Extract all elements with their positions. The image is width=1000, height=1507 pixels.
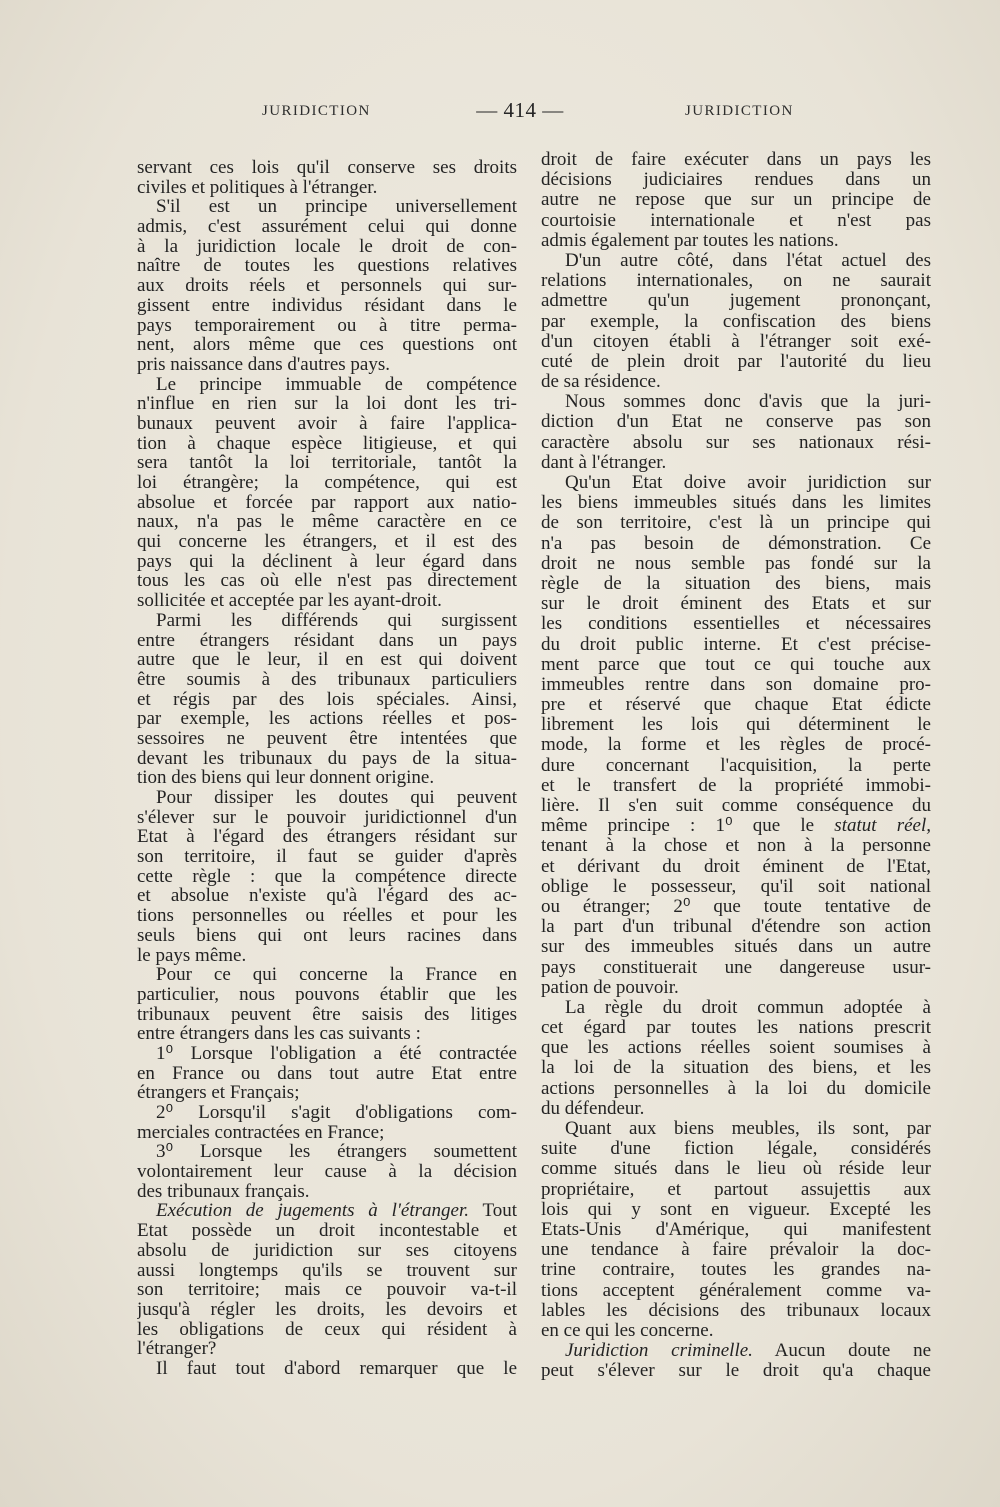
text-line: suite d'une fiction légale, considérés: [541, 1139, 931, 1160]
text-line: tous les cas où elle n'est pas directement: [137, 571, 517, 592]
paragraph: [541, 1119, 931, 1341]
text-run: même principe : 1⁰ que le: [541, 816, 835, 837]
text-line: lables les décisions des tribunaux locaux: [541, 1300, 931, 1321]
text-line: Etat à l'égard des étrangers résidant sur: [137, 827, 517, 848]
text-line: droit de faire exécuter dans un pays les: [541, 150, 931, 170]
text-line: la loi de la situation des biens, et les: [541, 1058, 931, 1079]
running-head-left: JURIDICTION: [262, 103, 371, 119]
text-line: D'un autre côté, dans l'état actuel des: [565, 250, 931, 271]
text-line: décisions judiciaires rendues dans un: [541, 170, 931, 191]
paragraph: [541, 998, 931, 1119]
text-line: sera tantôt la loi territoriale, tantôt la: [137, 453, 517, 473]
text-line: propriétaire, et partout assujettis aux: [541, 1179, 931, 1200]
text-line: pays constituerait une dangereuse usur-: [541, 957, 931, 978]
text-line: 3⁰ Lorsque les étrangers soumettent: [156, 1142, 517, 1163]
text-line: diction d'un Etat ne conserve pas son: [541, 412, 931, 433]
text-line: d'un citoyen établi à l'étranger soit exé-: [541, 331, 931, 352]
text-line: Quant aux biens meubles, ils sont, par: [565, 1119, 931, 1139]
text-line: 2⁰ Lorsqu'il s'agit d'obligations com-: [156, 1103, 517, 1123]
page-number: — 414 —: [476, 98, 564, 122]
text-line: caractère absolu sur ses nationaux rési-: [541, 432, 931, 453]
text-line: Qu'un Etat doive avoir juridiction sur: [565, 473, 931, 493]
paragraph: [541, 392, 931, 473]
text-line: droit ne nous semble pas fondé sur la: [541, 553, 931, 574]
text-line: Pour dissiper les doutes qui peuvent: [156, 788, 517, 808]
text-line: S'il est un principe universellement: [156, 197, 517, 218]
text-line: par exemple, les actions réelles et pos-: [137, 709, 517, 729]
text-line: par exemple, la confiscation des biens: [541, 311, 931, 332]
text-line: servant ces lois qu'il conserve ses droits: [137, 158, 517, 178]
text-line: le pays même.: [137, 945, 247, 966]
text-run: Aucun doute ne: [752, 1341, 931, 1362]
text-line: aussi longtemps qu'ils se trouvent sur: [137, 1260, 517, 1281]
italic-text: Juridiction criminelle.: [565, 1341, 753, 1362]
text-line: Le principe immuable de compétence: [156, 374, 517, 395]
italic-text: statut réel,: [834, 816, 931, 837]
text-line: cette règle : que la compétence directe: [137, 866, 517, 887]
text-line: peut s'élever sur le droit qu'a chaque: [541, 1361, 931, 1382]
text-line: cet égard par toutes les nations prescrit: [541, 1018, 931, 1039]
text-line: pation de pouvoir.: [541, 977, 679, 998]
text-line: seuls biens qui ont leurs racines dans: [137, 925, 517, 946]
text-line: les obligations de ceux qui résident à: [137, 1319, 517, 1340]
text-line: tribunaux peuvent être saisis des litiges: [137, 1004, 517, 1025]
text-line: La règle du droit commun adoptée à: [565, 997, 931, 1018]
text-line: absolu de juridiction sur ses citoyens: [137, 1240, 517, 1261]
text-line: trine contraire, toutes les grandes na-: [541, 1260, 931, 1281]
text-line: pays temporairement ou à titre perma-: [137, 315, 517, 336]
paragraph: [137, 375, 517, 611]
text-line: volontairement leur cause à la décision: [137, 1162, 517, 1182]
text-line: entre étrangers résidant dans un pays: [137, 630, 517, 651]
text-line: [541, 1341, 931, 1361]
text-line: et dérivant du droit éminent de l'Etat,: [541, 856, 931, 877]
left-text-column: [137, 158, 517, 1379]
text-line: tions personnelles ou réelles et pour les: [137, 906, 517, 926]
text-line: étrangers et Français;: [137, 1083, 300, 1103]
text-line: n'a pas besoin de démonstration. Ce: [541, 533, 931, 554]
text-line: courtoisie internationale et n'est pas: [541, 210, 931, 231]
text-line: tions acceptent généralement comme va-: [541, 1280, 931, 1301]
text-line: dure concernant l'acquisition, la perte: [541, 755, 931, 776]
text-line: devant les tribunaux du pays de la situa-: [137, 748, 517, 769]
text-line: absolue et forcée par rapport aux natio-: [137, 492, 517, 513]
text-line: en ce qui les concerne.: [541, 1320, 714, 1341]
text-line: sur le droit éminent des Etats et sur: [541, 594, 931, 615]
paragraph: [541, 473, 931, 998]
text-line: cuté de plein droit par l'autorité du lieu: [541, 351, 931, 372]
text-line: qui concerne les étrangers, et il est des: [137, 532, 517, 552]
text-line: lois qui y sont en vigueur. Excepté les: [541, 1199, 931, 1220]
text-line: particulier, nous pouvons établir que les: [137, 984, 517, 1005]
text-line: être soumis à des tribunaux particuliers: [137, 669, 517, 690]
text-line: ment parce que tout ce qui touche aux: [541, 654, 931, 675]
paragraph: [137, 1359, 517, 1379]
text-line: Pour ce qui concerne la France en: [156, 965, 517, 985]
text-line: lière. Il s'en suit comme conséquence du: [541, 796, 931, 816]
text-line: librement les lois qui déterminent le: [541, 715, 931, 736]
text-line: gissent entre individus résidant dans le: [137, 295, 517, 316]
text-line: immeubles rentre dans son domaine pro-: [541, 674, 931, 695]
text-line: s'élever sur le pouvoir juridictionnel d'un: [137, 807, 517, 828]
paragraph: [137, 1103, 517, 1142]
text-line: admettre qu'un jugement prononçant,: [541, 291, 931, 312]
text-line: sessoires ne peuvent être intentées que: [137, 728, 517, 749]
text-line: loi étrangère; la compétence, qui est: [137, 473, 517, 493]
text-line: son territoire, il faut se guider d'après: [137, 847, 517, 867]
text-line: et régis par des lois spéciales. Ainsi,: [137, 689, 517, 710]
text-line: Il faut tout d'abord remarquer que le: [156, 1358, 517, 1379]
text-line: du défendeur.: [541, 1098, 645, 1119]
text-line: actions personnelles à la loi du domicile: [541, 1078, 931, 1099]
paragraph: [137, 1142, 517, 1201]
right-text-column: [541, 150, 931, 1381]
text-line: relations internationales, on ne saurait: [541, 271, 931, 292]
text-line: que les actions réelles soient soumises à: [541, 1038, 931, 1059]
text-line: sur des immeubles situés dans un autre: [541, 937, 931, 958]
text-line: tion des biens qui leur donnent origine.: [137, 768, 435, 788]
italic-text: Exécution de jugements à l'étranger.: [156, 1201, 469, 1222]
text-line: la part d'un tribunal d'étendre son action: [541, 917, 931, 938]
text-line: autre que le leur, il en est qui doivent: [137, 650, 517, 670]
text-line: [137, 1201, 517, 1221]
text-line: à la juridiction locale le droit de con-: [137, 236, 517, 257]
text-line: bunaux peuvent avoir à faire l'applica-: [137, 413, 517, 434]
paragraph: [541, 1341, 931, 1381]
paragraph: [137, 158, 517, 197]
paragraph: [137, 197, 517, 374]
text-line: mode, la forme et les règles de procé-: [541, 735, 931, 756]
text-line: naître de toutes les questions relatives: [137, 256, 517, 277]
text-line: ou étranger; 2⁰ que toute tentative de: [541, 896, 931, 917]
text-line: les biens immeubles situés dans les limites: [541, 493, 931, 514]
text-line: comme situés dans le lieu où réside leur: [541, 1159, 931, 1180]
text-line: [541, 816, 931, 836]
text-line: admis, c'est assurément celui qui donne: [137, 217, 517, 237]
text-line: de son territoire, c'est là un principe qui: [541, 513, 931, 534]
text-line: nent, alors même que ces questions ont: [137, 335, 517, 355]
text-line: civiles et politiques à l'étranger.: [137, 177, 378, 198]
text-run: Tout: [469, 1201, 517, 1222]
text-line: son territoire; mais ce pouvoir va-t-il: [137, 1280, 517, 1300]
text-line: sollicitée et acceptée par les ayant-droit.: [137, 591, 442, 611]
text-line: les conditions essentielles et nécessaires: [541, 614, 931, 635]
text-line: naux, n'a pas le même caractère en ce: [137, 512, 517, 533]
text-line: pris naissance dans d'autres pays.: [137, 354, 390, 375]
text-line: oblige le possesseur, qu'il soit national: [541, 876, 931, 897]
paragraph: [541, 251, 931, 392]
paragraph: [541, 150, 931, 251]
text-line: Etat possède un droit incontestable et: [137, 1221, 517, 1241]
text-line: règle de la situation des biens, mais: [541, 573, 931, 594]
paragraph: [137, 611, 517, 788]
text-line: de sa résidence.: [541, 372, 661, 393]
text-line: et le transfert de la propriété immobi-: [541, 775, 931, 796]
paragraph: [137, 1201, 517, 1359]
text-line: autre ne repose que sur un principe de: [541, 190, 931, 211]
running-head-right: JURIDICTION: [685, 103, 794, 119]
paragraph: [137, 788, 517, 965]
text-line: dant à l'étranger.: [541, 452, 667, 473]
text-line: Nous sommes donc d'avis que la juri-: [565, 392, 931, 413]
text-line: l'étranger?: [137, 1339, 217, 1359]
text-line: pre et réservé que chaque Etat édicte: [541, 695, 931, 716]
text-line: du droit public interne. Et c'est précise-: [541, 634, 931, 655]
text-line: Parmi les différends qui surgissent: [156, 610, 517, 631]
text-line: des tribunaux français.: [137, 1181, 310, 1202]
text-line: tenant à la chose et non à la personne: [541, 836, 931, 857]
text-line: aux droits réels et personnels qui sur-: [137, 276, 517, 296]
text-line: et absolue n'existe qu'à l'égard des ac-: [137, 886, 517, 907]
paragraph: [137, 965, 517, 1044]
paragraph: [137, 1044, 517, 1103]
text-line: en France ou dans tout autre Etat entre: [137, 1063, 517, 1084]
text-line: 1⁰ Lorsque l'obligation a été contractée: [156, 1043, 517, 1064]
text-line: admis également par toutes les nations.: [541, 230, 839, 251]
text-line: jusqu'à régler les droits, les devoirs et: [137, 1299, 517, 1320]
text-line: Etats-Unis d'Amérique, qui manifestent: [541, 1219, 931, 1240]
text-line: une tendance à faire prévaloir la doc-: [541, 1240, 931, 1261]
text-line: tion à chaque espèce litigieuse, et qui: [137, 433, 517, 454]
text-line: entre étrangers dans les cas suivants :: [137, 1024, 421, 1044]
text-line: n'influe en rien sur la loi dont les tri-: [137, 394, 517, 414]
text-line: merciales contractées en France;: [137, 1122, 385, 1143]
text-line: pays qui la déclinent à leur égard dans: [137, 551, 517, 572]
